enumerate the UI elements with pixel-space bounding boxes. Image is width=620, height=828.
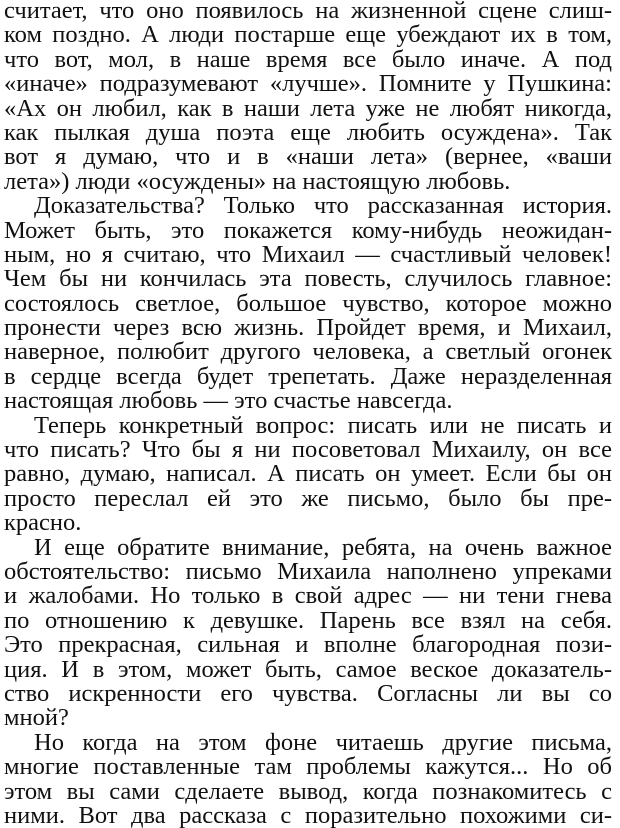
paragraph-3 [4,414,612,536]
text-line: обстоятельство: письмо Михаила наполнено упреками [4,559,612,585]
text-line: ция. И в этом, может быть, самое веское доказатель- [4,657,612,682]
paragraph-4 [4,536,612,731]
text-line: лета») люди «осуждены» на настоящую любовь. [4,169,511,195]
text-line: состоялось светлое, большое чувство, которое можно [4,291,612,317]
text-line: ком поздно. А люди постарше еще убеждают их в том, [4,23,612,48]
text-line: как пылкая душа поэта еще любить осуждена». Так [4,120,612,146]
text-line: мной? [4,706,69,731]
text-line: Теперь конкретный вопрос: писать или не писать и [34,413,612,439]
text-line: в сердце всегда будет трепетать. Даже неразделенная [4,364,612,390]
text-line: равно, думаю, написал. А писать он умеет. Если бы он [4,462,612,487]
text-line: Но когда на этом фоне читаешь другие письма, [34,730,612,756]
text-line: ними. Вот два рассказа с поразительно похожими си- [4,803,612,828]
text-line: и жалобами. Но только в свой адрес — ни тени гнева [4,584,612,609]
text-line: Может быть, это покажется кому-нибудь неожидан- [4,218,612,243]
paragraph-2 [4,194,612,414]
text-line: ство искренности его чувства. Согласны ли вы со [4,681,612,707]
text-line: многие поставленные там проблемы кажутся... Но об [4,755,612,780]
text-line: этом вы сами сделаете вывод, когда познакомитесь с [4,779,612,804]
text-line: красно. [4,511,82,536]
text-line: Доказательства? Только что рассказанная история. [34,194,612,219]
paragraph-1 [4,0,612,194]
text-line: И еще обратите внимание, ребята, на очень важное [34,535,612,560]
text-line: Это прекрасная, сильная и вполне благородная пози- [4,633,612,658]
text-line: пронести через всю жизнь. Пройдет время, и Михаил, [4,316,612,341]
text-line: вот я думаю, что и в «наши лета» (вернее, «ваши [4,145,612,170]
text-line: ным, но я считаю, что Михаил — счастливый человек! [4,242,612,268]
text-line: Чем бы ни кончилась эта повесть, случилось главное: [4,267,612,292]
paragraph-5 [4,731,612,828]
text-line: что писать? Что бы я ни посоветовал Михаилу, он все [4,438,612,463]
text-line: наверное, полюбит другого человека, а светлый огонек [4,340,612,365]
text-line: «Ах он любил, как в наши лета уже не любят никогда, [4,96,612,121]
text-line: просто переслал ей это же письмо, было бы пре- [4,486,612,512]
text-line: считает, что оно появилось на жизненной сцене слиш- [4,0,612,24]
text-line: «иначе» подразумевают «лучше». Помните у Пушкина: [4,72,612,97]
text-line: что вот, мол, в наше время все было иначе. А под [4,47,612,73]
text-line: по отношению к девушке. Парень все взял на себя. [4,608,612,634]
text-line: настоящая любовь — это счастье навсегда. [4,389,453,414]
